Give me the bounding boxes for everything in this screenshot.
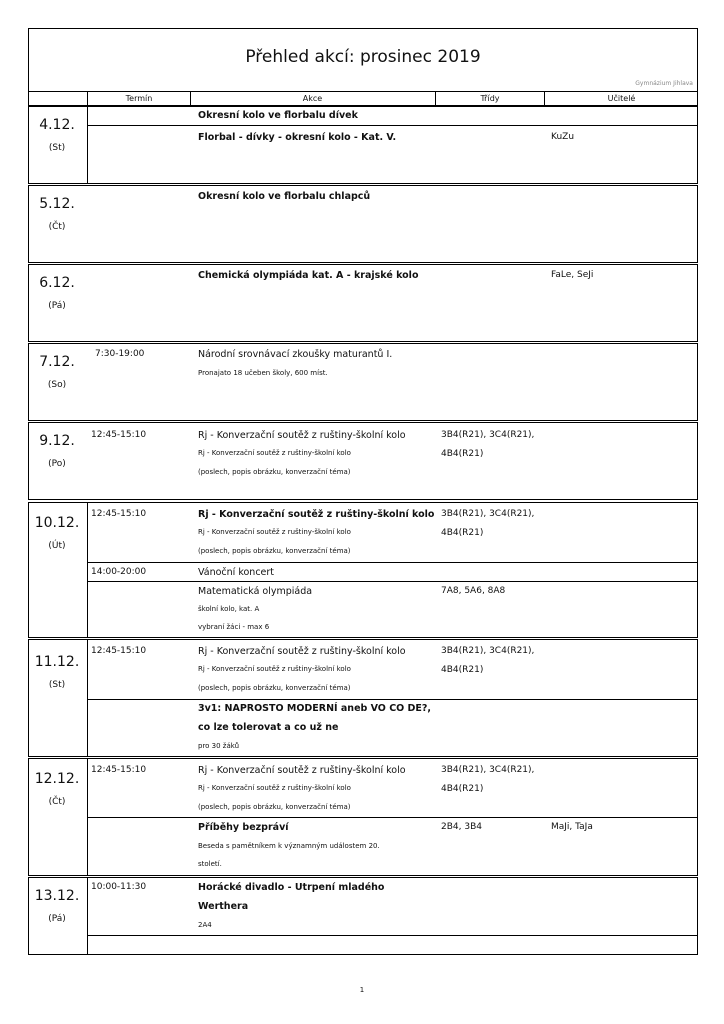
event-name-continued: Werthera bbox=[198, 901, 249, 912]
table-header bbox=[28, 92, 698, 106]
event-classes: 2B4, 3B4 bbox=[441, 822, 482, 832]
event-row bbox=[87, 562, 697, 582]
title-box bbox=[28, 28, 698, 92]
day-block bbox=[28, 639, 698, 757]
event-classes: 4B4(R21) bbox=[441, 665, 484, 675]
day-of-week: (Pá) bbox=[48, 914, 66, 924]
event-row bbox=[87, 817, 697, 876]
day-date: 11.12. bbox=[34, 654, 80, 670]
day-date: 7.12. bbox=[39, 354, 75, 370]
day-date: 13.12. bbox=[34, 888, 80, 904]
column-header-termin: Termín bbox=[87, 92, 191, 105]
event-description: Rj - Konverzační soutěž z ruštiny-školní kolo bbox=[198, 784, 351, 792]
event-teacher: MaJi, TaJa bbox=[551, 822, 593, 832]
event-name: Rj - Konverzační soutěž z ruštiny-školní kolo bbox=[198, 430, 406, 441]
document-page bbox=[28, 28, 698, 106]
page-title: Přehled akcí: prosinec 2019 bbox=[245, 47, 481, 67]
day-of-week: (So) bbox=[47, 380, 67, 390]
event-name: 3v1: NAPROSTO MODERNÍ aneb VO CO DE?, bbox=[198, 703, 432, 714]
event-row bbox=[87, 878, 697, 935]
day-block bbox=[28, 185, 698, 263]
event-name: Okresní kolo ve florbalu chlapců bbox=[198, 191, 371, 202]
event-row bbox=[87, 186, 697, 262]
event-row bbox=[87, 503, 697, 562]
event-classes: 3B4(R21), 3C4(R21), bbox=[441, 646, 535, 656]
event-description: (poslech, popis obrázku, konverzační téma) bbox=[198, 803, 351, 811]
event-description: Rj - Konverzační soutěž z ruštiny-školní kolo bbox=[198, 449, 351, 457]
day-block bbox=[28, 422, 698, 500]
day-date: 5.12. bbox=[39, 196, 75, 212]
event-row bbox=[87, 265, 697, 341]
event-name: Okresní kolo ve florbalu dívek bbox=[198, 110, 358, 121]
event-description: (poslech, popis obrázku, konverzační téma) bbox=[198, 468, 351, 476]
column-header-akce: Akce bbox=[190, 92, 436, 105]
event-row bbox=[87, 423, 697, 499]
event-name: Chemická olympiáda kat. A - krajské kolo bbox=[198, 270, 419, 281]
event-classes: 4B4(R21) bbox=[441, 528, 484, 538]
page-number: 1 bbox=[359, 986, 365, 994]
event-time: 12:45-15:10 bbox=[91, 646, 147, 656]
event-description: Rj - Konverzační soutěž z ruštiny-školní kolo bbox=[198, 528, 351, 536]
day-of-week: (Čt) bbox=[48, 222, 66, 232]
event-teacher: KuZu bbox=[551, 132, 575, 142]
event-time: 12:45-15:10 bbox=[91, 430, 147, 440]
event-time: 10:00-11:30 bbox=[91, 882, 147, 892]
event-name: Příběhy bezpráví bbox=[198, 822, 289, 833]
event-row bbox=[87, 125, 697, 183]
event-name: Matematická olympiáda bbox=[198, 586, 313, 597]
event-name: Rj - Konverzační soutěž z ruštiny-školní kolo bbox=[198, 646, 406, 657]
event-classes: 3B4(R21), 3C4(R21), bbox=[441, 509, 535, 519]
event-row bbox=[87, 759, 697, 817]
day-block bbox=[28, 343, 698, 421]
event-row bbox=[87, 640, 697, 699]
event-description: (poslech, popis obrázku, konverzační téma) bbox=[198, 547, 351, 555]
event-description: století. bbox=[198, 860, 222, 868]
day-of-week: (St) bbox=[48, 143, 66, 153]
event-classes: 3B4(R21), 3C4(R21), bbox=[441, 765, 535, 775]
event-name: Vánoční koncert bbox=[198, 567, 275, 578]
day-of-week: (Po) bbox=[48, 459, 66, 469]
day-date: 4.12. bbox=[39, 117, 75, 133]
event-row bbox=[87, 107, 697, 125]
event-name: Rj - Konverzační soutěž z ruštiny-školní kolo bbox=[198, 509, 435, 520]
day-block bbox=[28, 877, 698, 955]
column-header-ucitele: Učitelé bbox=[607, 94, 636, 103]
event-row bbox=[87, 581, 697, 638]
event-row bbox=[87, 935, 697, 955]
event-time: 14:00-20:00 bbox=[91, 567, 147, 577]
event-name: Florbal - dívky - okresní kolo - Kat. V. bbox=[198, 132, 397, 143]
day-block bbox=[28, 502, 698, 638]
event-description: školní kolo, kat. A bbox=[198, 605, 260, 613]
column-header-tridy: Třídy bbox=[436, 92, 545, 105]
event-description: pro 30 žáků bbox=[198, 742, 240, 750]
event-description: vybraní žáci - max 6 bbox=[198, 623, 270, 631]
day-block bbox=[28, 106, 698, 184]
event-time: 7:30-19:00 bbox=[95, 349, 145, 359]
event-classes: 4B4(R21) bbox=[441, 449, 484, 459]
event-time: 12:45-15:10 bbox=[91, 509, 147, 519]
event-time: 12:45-15:10 bbox=[91, 765, 147, 775]
event-classes: 7A8, 5A6, 8A8 bbox=[441, 586, 506, 596]
event-name: Rj - Konverzační soutěž z ruštiny-školní kolo bbox=[198, 765, 406, 776]
event-name-continued: co lze tolerovat a co už ne bbox=[198, 722, 339, 733]
day-of-week: (Čt) bbox=[48, 797, 66, 807]
day-date: 10.12. bbox=[34, 515, 80, 531]
day-block bbox=[28, 758, 698, 876]
event-description: 2A4 bbox=[198, 921, 212, 929]
day-date: 12.12. bbox=[34, 771, 80, 787]
day-of-week: (St) bbox=[48, 680, 66, 690]
event-description: Pronajato 18 učeben školy, 600 míst. bbox=[198, 369, 328, 377]
day-of-week: (Út) bbox=[48, 541, 66, 551]
school-name: Gymnázium Jihlava bbox=[635, 80, 693, 87]
event-description: (poslech, popis obrázku, konverzační téma) bbox=[198, 684, 351, 692]
day-of-week: (Pá) bbox=[48, 301, 66, 311]
event-name: Národní srovnávací zkoušky maturantů I. bbox=[198, 349, 393, 360]
event-classes: 4B4(R21) bbox=[441, 784, 484, 794]
event-row bbox=[87, 344, 697, 420]
event-teacher: FaLe, SeJi bbox=[551, 270, 594, 280]
day-date: 6.12. bbox=[39, 275, 75, 291]
day-block bbox=[28, 264, 698, 342]
event-description: Beseda s pamětníkem k významným událostem 20. bbox=[198, 842, 380, 850]
day-date: 9.12. bbox=[39, 433, 75, 449]
event-classes: 3B4(R21), 3C4(R21), bbox=[441, 430, 535, 440]
event-name: Horácké divadlo - Utrpení mladého bbox=[198, 882, 385, 893]
event-description: Rj - Konverzační soutěž z ruštiny-školní kolo bbox=[198, 665, 351, 673]
event-row bbox=[87, 699, 697, 757]
